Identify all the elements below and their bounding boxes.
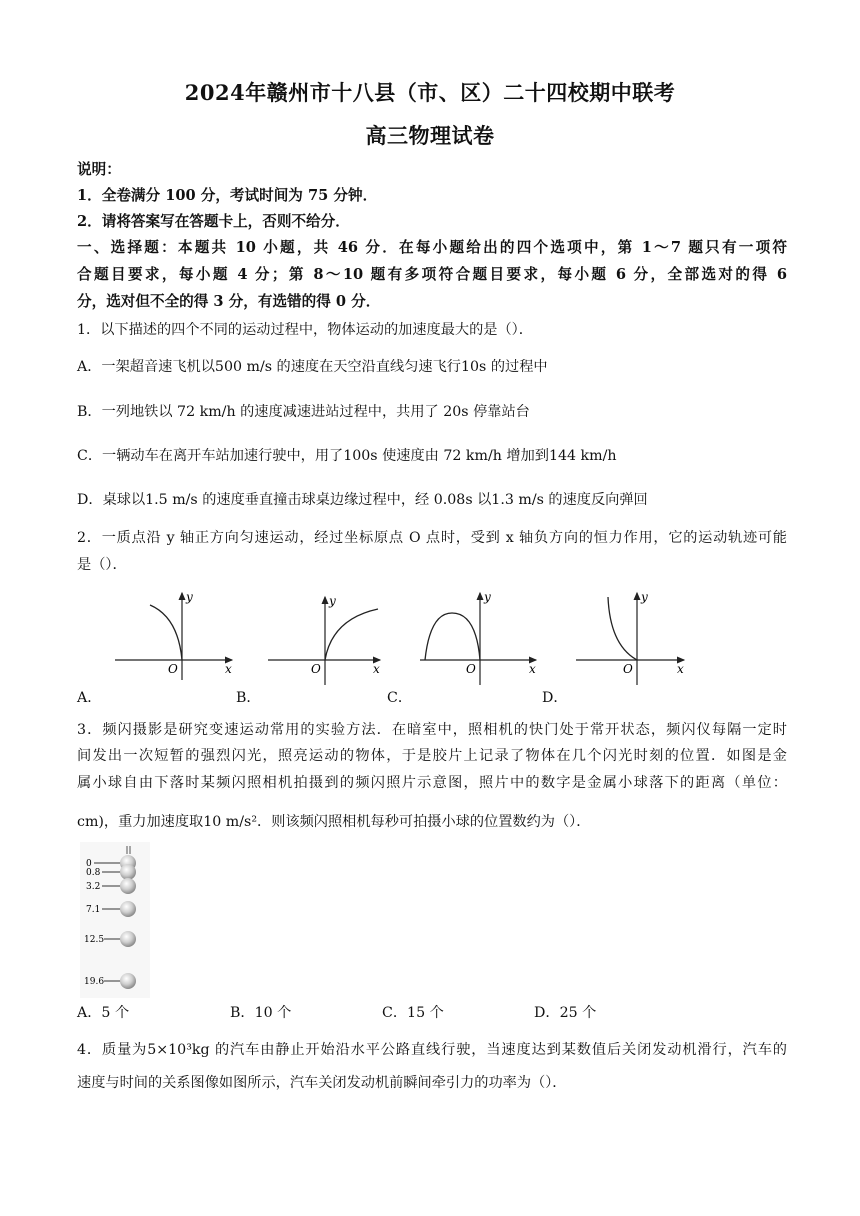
q2-stem-line: 是（）．: [77, 557, 127, 573]
q2-curve-a: [150, 605, 182, 660]
x-axis-label: x: [529, 662, 536, 676]
q2-curve-c: [425, 613, 480, 660]
origin-label: O: [623, 662, 633, 676]
x-axis-label: x: [677, 662, 684, 676]
svg-text:19.6: 19.6: [84, 977, 105, 987]
q4-stem-line: 4．质量为5×10³kg 的汽车由静止开始沿水平公路直线行驶，当速度达到某数值后关闭发动机滑行，汽车的: [77, 1042, 787, 1058]
q3-stem-line: 3．频闪摄影是研究变速运动常用的实验方法．在暗室中，照相机的快门处于常开状态，频闪仪每隔一定时: [77, 722, 787, 738]
q2-option-a: A．: [77, 690, 102, 706]
svg-text:0: 0: [86, 859, 92, 869]
y-axis-label: y: [329, 594, 336, 608]
svg-text:3.2: 3.2: [86, 882, 101, 892]
y-axis-label: y: [186, 590, 193, 604]
svg-text:7.1: 7.1: [86, 905, 101, 915]
section-instructions-line: 一、选择题：本题共 10 小题，共 46 分．在每小题给出的四个选项中，第 1～7 题只有一项符: [77, 239, 787, 256]
q3-option-c: C．15 个: [382, 1005, 444, 1021]
q3-strobe-photo: [80, 842, 150, 998]
q1-option-b: B．一列地铁以 72 km/h 的速度减速进站过程中，共用了 20s 停靠站台: [77, 404, 530, 420]
origin-label: O: [168, 662, 178, 676]
x-axis-label: x: [225, 662, 232, 676]
q2-graph-a: [115, 590, 232, 680]
q2-trajectory-figures: [100, 585, 700, 685]
q2-curve-b: [325, 609, 378, 660]
q3-stem-line: 属小球自由下落时某频闪照相机拍摄到的频闪照片示意图，照片中的数字是金属小球落下的距离（单位：: [77, 775, 787, 791]
q4-stem-line: 速度与时间的关系图像如图所示，汽车关闭发动机前瞬间牵引力的功率为（）．: [77, 1075, 567, 1091]
notes-heading: 说明：: [77, 161, 121, 178]
origin-label: O: [466, 662, 476, 676]
y-axis-label: y: [484, 590, 491, 604]
note-item: 2．请将答案写在答题卡上，否则不给分．: [77, 213, 350, 230]
x-axis-label: x: [373, 662, 380, 676]
q3-option-b: B．10 个: [230, 1005, 292, 1021]
note-item: 1．全卷满分 100 分，考试时间为 75 分钟．: [77, 187, 378, 204]
y-axis-label: y: [641, 590, 648, 604]
q3-option-d: D．25 个: [534, 1005, 597, 1021]
svg-text:0.8: 0.8: [86, 868, 101, 878]
q2-graph-b: [268, 594, 380, 685]
q3-option-a: A．5 个: [77, 1005, 130, 1021]
section-instructions-line: 分，选对但不全的得 3 分，有选错的得 0 分．: [77, 293, 381, 310]
q2-curve-d: [608, 597, 637, 660]
q2-graph-d: [576, 590, 684, 685]
svg-text:12.5: 12.5: [84, 935, 105, 945]
exam-title: 2024年赣州市十八县（市、区）二十四校期中联考: [184, 80, 676, 105]
origin-label: O: [311, 662, 321, 676]
q2-option-d: D．: [542, 690, 568, 706]
q2-option-b: B．: [236, 690, 261, 706]
q1-option-a: A．一架超音速飞机以500 m/s 的速度在天空沿直线匀速飞行10s 的过程中: [77, 359, 548, 375]
q1-option-c: C．一辆动车在离开车站加速行驶中，用了100s 使速度由 72 km/h 增加到144 km/h: [77, 448, 617, 464]
q2-option-c: C．: [387, 690, 413, 706]
q1-stem: 1．以下描述的四个不同的运动过程中，物体运动的加速度最大的是（）．: [77, 322, 533, 338]
exam-subtitle: 高三物理试卷: [365, 123, 495, 148]
q2-stem-line: 2．一质点沿 y 轴正方向匀速运动，经过坐标原点 O 点时，受到 x 轴负方向的恒力作用，它的运动轨迹可能: [77, 530, 787, 546]
q2-graph-c: [420, 590, 536, 685]
q3-stem-line: cm)，重力加速度取10 m/s²．则该频闪照相机每秒可拍摄小球的位置数约为（）．: [77, 814, 591, 830]
q1-option-d: D．桌球以1.5 m/s 的速度垂直撞击球桌边缘过程中，经 0.08s 以1.3 m/s 的速度反向弹回: [77, 492, 648, 508]
section-instructions-line: 合题目要求，每小题 4 分；第 8～10 题有多项符合题目要求，每小题 6 分，全部选对的得 6: [77, 266, 787, 283]
q3-stem-line: 间发出一次短暂的强烈闪光，照亮运动的物体，于是胶片上记录了物体在几个闪光时刻的位置．如图是金: [77, 748, 787, 764]
